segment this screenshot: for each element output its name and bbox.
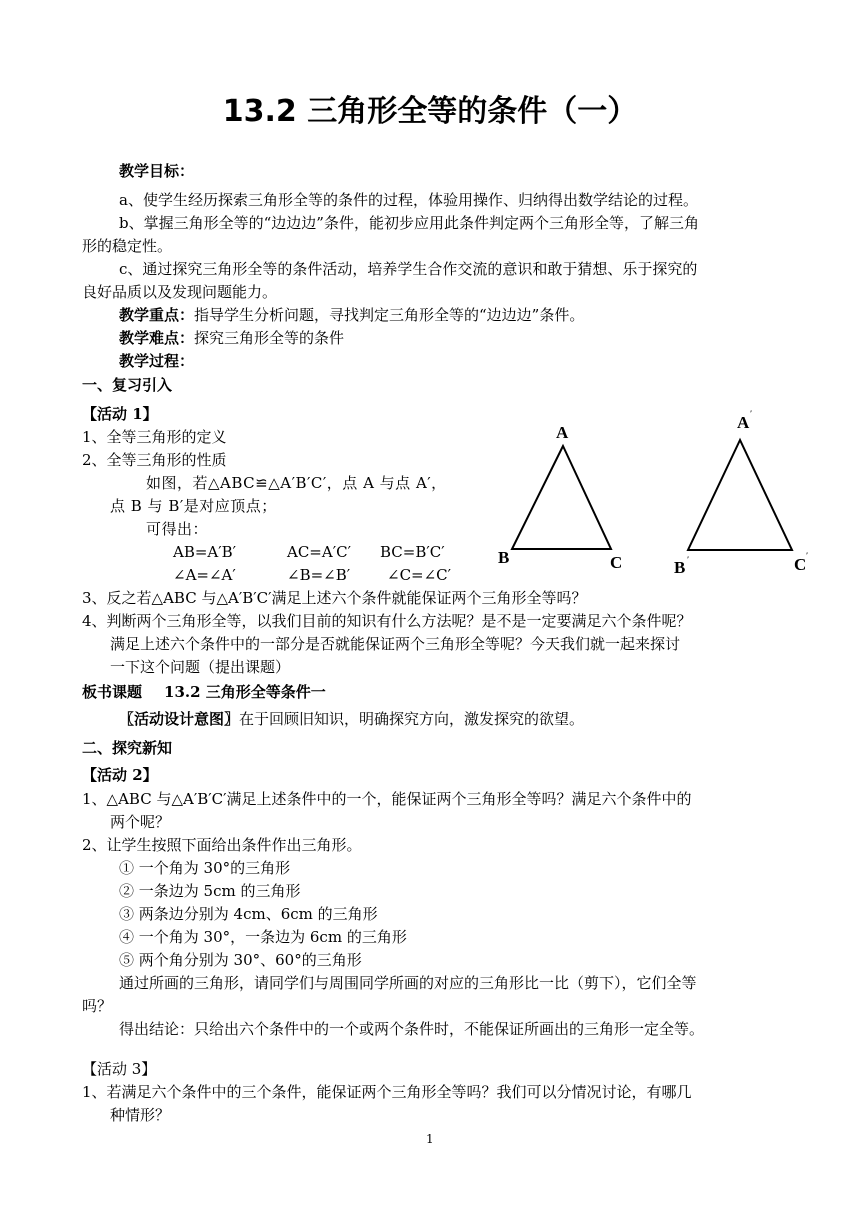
condition-2: ② 一条边为 5cm 的三角形 <box>119 882 301 900</box>
equation-angle-b: ∠B=∠B′ <box>287 566 351 584</box>
objective-c-line1: c、通过探究三角形全等的条件活动，培养学生合作交流的意识和敢于猜想、乐于探究的 <box>119 260 698 278</box>
equation-angle-c: ∠C=∠C′ <box>387 566 452 584</box>
vertex-label-a: A <box>556 423 569 442</box>
activity-3-item-1-line1: 1、若满足六个条件中的三个条件，能保证两个三角形全等吗？我们可以分情况讨论，有哪几 <box>82 1083 692 1101</box>
vertex-label-c: C <box>610 553 623 572</box>
design-intent-text: 在于回顾旧知识，明确探究方向，激发探究的欲望。 <box>239 710 585 728</box>
design-intent <box>119 708 584 730</box>
vertex-label-b-prime: B <box>674 558 686 577</box>
figure-description-line2: 点 B 与 B′是对应顶点； <box>110 497 277 515</box>
objective-c-line2: 良好品质以及发现问题能力。 <box>82 283 278 301</box>
objective-b-line1: b、掌握三角形全等的“边边边”条件，能初步应用此条件判定两个三角形全等，了解三角 <box>119 214 699 232</box>
compare-line2: 吗？ <box>82 997 113 1015</box>
prime-mark-b: ′ <box>687 555 690 564</box>
equation-ab: AB=A′B′ <box>173 543 237 561</box>
triangle-abc-prime <box>688 440 792 550</box>
board-text: 13.2 三角形全等条件一 <box>164 683 326 701</box>
key-point-label: 教学重点： <box>119 306 195 324</box>
vertex-label-c-prime: C <box>794 555 807 574</box>
activity-1-item-2: 2、全等三角形的性质 <box>82 451 227 469</box>
condition-5: ⑤ 两个角分别为 30°、60°的三角形 <box>119 951 362 969</box>
process-label: 教学过程： <box>119 352 195 370</box>
board-label: 板书课题 <box>82 683 143 701</box>
objectives-heading: 教学目标： <box>119 162 195 180</box>
activity-2-heading: 【活动 2】 <box>82 766 158 784</box>
activity-1-heading: 【活动 1】 <box>82 405 158 423</box>
equation-angle-a: ∠A=∠A′ <box>173 566 236 584</box>
key-point-text: 指导学生分析问题，寻找判定三角形全等的“边边边”条件。 <box>194 306 585 324</box>
equation-bc: BC=B′C′ <box>380 543 445 561</box>
condition-1: ① 一个角为 30°的三角形 <box>119 859 291 877</box>
activity-1-item-4-line3: 一下这个问题（提出课题） <box>110 658 291 676</box>
key-point <box>119 304 584 326</box>
difficulty <box>119 327 344 349</box>
congruent-triangles-figure <box>490 400 820 590</box>
vertex-label-a-prime: A <box>737 413 750 432</box>
triangle-abc <box>512 446 611 549</box>
activity-1-item-4-line1: 4、判断两个三角形全等，以我们目前的知识有什么方法呢？是不是一定要满足六个条件呢？ <box>82 612 692 630</box>
conclusion: 得出结论：只给出六个条件中的一个或两个条件时，不能保证所画出的三角形一定全等。 <box>119 1020 705 1038</box>
section-review: 一、复习引入 <box>82 376 173 394</box>
compare-line1: 通过所画的三角形，请同学们与周围同学所画的对应的三角形比一比（剪下），它们全等 <box>119 974 697 992</box>
prime-mark-c: ′ <box>806 551 809 560</box>
activity-2-item-1-line2: 两个呢？ <box>110 813 171 831</box>
vertex-label-b: B <box>498 548 510 567</box>
activity-1-item-4-line2: 满足上述六个条件中的一部分是否就能保证两个三角形全等呢？今天我们就一起来探讨 <box>110 635 681 653</box>
activity-3-item-1-line2: 种情形？ <box>110 1106 171 1124</box>
board-title <box>82 681 326 703</box>
activity-1-item-1: 1、全等三角形的定义 <box>82 428 227 446</box>
condition-3: ③ 两条边分别为 4cm、6cm 的三角形 <box>119 905 378 923</box>
objective-b-line2: 形的稳定性。 <box>82 237 173 255</box>
objective-a: a、使学生经历探索三角形全等的条件的过程，体验用操作、归纳得出数学结论的过程。 <box>119 191 698 209</box>
page-title: 13.2 三角形全等的条件（一） <box>222 94 638 129</box>
condition-4: ④ 一个角为 30°，一条边为 6cm 的三角形 <box>119 928 407 946</box>
activity-2-item-1-line1: 1、△ABC 与△A′B′C′满足上述条件中的一个，能保证两个三角形全等吗？满足六个条件中的 <box>82 790 692 808</box>
activity-2-item-2: 2、让学生按照下面给出条件作出三角形。 <box>82 836 362 854</box>
activity-3-heading: 【活动 3】 <box>82 1060 157 1078</box>
equation-ac: AC=A′C′ <box>287 543 351 561</box>
section-explore: 二、探究新知 <box>82 739 173 757</box>
design-intent-label: 〖活动设计意图〗 <box>119 710 240 728</box>
prime-mark-a: ′ <box>750 409 753 418</box>
activity-1-item-3: 3、反之若△ABC 与△A′B′C′满足上述六个条件就能保证两个三角形全等吗？ <box>82 589 587 607</box>
difficulty-text: 探究三角形全等的条件 <box>194 329 345 347</box>
figure-description-line1: 如图，若△ABC≌△A′B′C′，点 A 与点 A′， <box>146 474 447 492</box>
difficulty-label: 教学难点： <box>119 329 195 347</box>
page-number: 1 <box>426 1132 434 1146</box>
can-get: 可得出： <box>146 520 209 538</box>
